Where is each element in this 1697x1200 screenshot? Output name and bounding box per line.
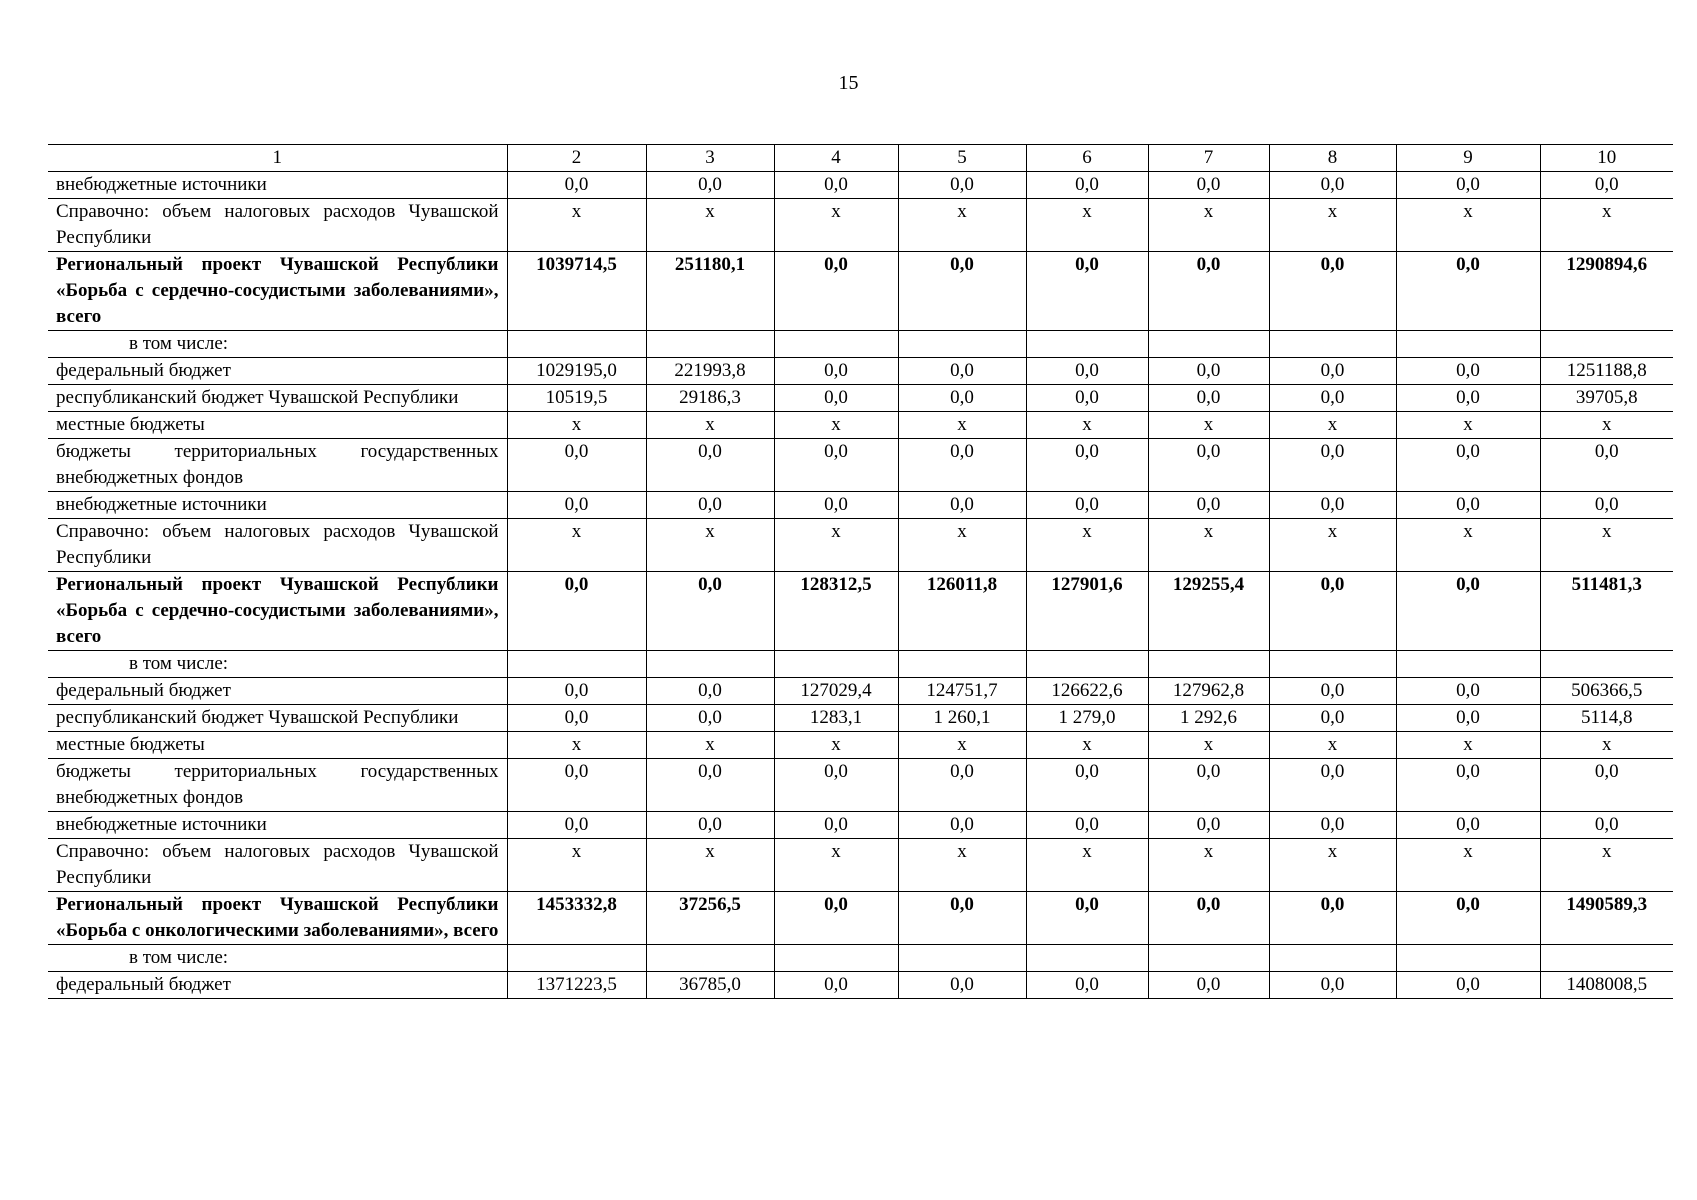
- table-cell: x: [774, 839, 898, 892]
- table-row: [48, 759, 1673, 812]
- column-header: 8: [1269, 145, 1396, 172]
- table-cell: x: [1026, 732, 1148, 759]
- table-cell: 5114,8: [1540, 705, 1673, 732]
- table-cell: [507, 651, 646, 678]
- table-cell: 0,0: [1269, 252, 1396, 331]
- table-cell: 0,0: [1269, 172, 1396, 199]
- table-cell: 0,0: [1396, 759, 1540, 812]
- table-cell: x: [898, 839, 1026, 892]
- table-cell: 126011,8: [898, 572, 1026, 651]
- table-cell: 0,0: [1148, 439, 1269, 492]
- table-cell: 127901,6: [1026, 572, 1148, 651]
- table-cell: 0,0: [1026, 812, 1148, 839]
- row-label: Справочно: объем налоговых расходов Чувашской Республики: [48, 839, 507, 892]
- row-label: местные бюджеты: [48, 412, 507, 439]
- table-cell: x: [1026, 839, 1148, 892]
- table-cell: 221993,8: [646, 358, 774, 385]
- table-cell: 251180,1: [646, 252, 774, 331]
- table-row: [48, 492, 1673, 519]
- table-cell: 0,0: [1148, 892, 1269, 945]
- table-cell: 0,0: [1148, 358, 1269, 385]
- table-cell: [646, 651, 774, 678]
- table-cell: 0,0: [774, 439, 898, 492]
- table-row: [48, 172, 1673, 199]
- table-cell: 0,0: [1396, 492, 1540, 519]
- table-cell: 0,0: [1148, 385, 1269, 412]
- table-cell: 36785,0: [646, 972, 774, 999]
- table-cell: x: [507, 412, 646, 439]
- table-cell: [1148, 331, 1269, 358]
- table-cell: 29186,3: [646, 385, 774, 412]
- table-row: [48, 199, 1673, 252]
- table-cell: x: [1540, 519, 1673, 572]
- table-cell: x: [898, 199, 1026, 252]
- table-cell: [646, 945, 774, 972]
- table-cell: 0,0: [1269, 759, 1396, 812]
- table-cell: 0,0: [1269, 892, 1396, 945]
- column-header: 7: [1148, 145, 1269, 172]
- table-cell: x: [1148, 839, 1269, 892]
- table-cell: x: [1148, 412, 1269, 439]
- table-cell: x: [1026, 412, 1148, 439]
- table-cell: x: [1396, 732, 1540, 759]
- row-label: Справочно: объем налоговых расходов Чувашской Республики: [48, 519, 507, 572]
- table-cell: 0,0: [898, 812, 1026, 839]
- table-cell: 0,0: [1148, 812, 1269, 839]
- table-cell: 0,0: [1148, 492, 1269, 519]
- table-cell: 0,0: [898, 172, 1026, 199]
- table-cell: 0,0: [1148, 252, 1269, 331]
- table-cell: x: [1269, 412, 1396, 439]
- table-cell: [1148, 945, 1269, 972]
- table-row: [48, 519, 1673, 572]
- table-cell: [1540, 331, 1673, 358]
- table-cell: x: [898, 519, 1026, 572]
- table-cell: 10519,5: [507, 385, 646, 412]
- table-header-row: [48, 145, 1673, 172]
- table-row: [48, 945, 1673, 972]
- column-header: 2: [507, 145, 646, 172]
- table-cell: 0,0: [898, 385, 1026, 412]
- table-cell: 0,0: [774, 972, 898, 999]
- row-label: в том числе:: [48, 651, 507, 678]
- table-cell: 0,0: [1026, 972, 1148, 999]
- row-label: внебюджетные источники: [48, 172, 507, 199]
- table-cell: x: [646, 732, 774, 759]
- table-cell: 0,0: [1540, 812, 1673, 839]
- table-cell: 511481,3: [1540, 572, 1673, 651]
- table-cell: 0,0: [1396, 572, 1540, 651]
- table-cell: 0,0: [1269, 385, 1396, 412]
- table-cell: 0,0: [507, 439, 646, 492]
- table-cell: 0,0: [774, 492, 898, 519]
- table-cell: 0,0: [507, 705, 646, 732]
- table-cell: 0,0: [1396, 678, 1540, 705]
- table-cell: 0,0: [1026, 439, 1148, 492]
- table-cell: x: [1269, 839, 1396, 892]
- column-header: 4: [774, 145, 898, 172]
- table-cell: 0,0: [646, 572, 774, 651]
- table-row: [48, 358, 1673, 385]
- table-cell: 0,0: [507, 678, 646, 705]
- row-label: в том числе:: [48, 331, 507, 358]
- table-cell: 0,0: [507, 812, 646, 839]
- table-row: [48, 678, 1673, 705]
- table-cell: 1408008,5: [1540, 972, 1673, 999]
- table-cell: x: [1026, 199, 1148, 252]
- table-cell: [646, 331, 774, 358]
- table-cell: 1290894,6: [1540, 252, 1673, 331]
- row-label: Региональный проект Чувашской Республики «Борьба с онкологическими заболеваниями», всего: [48, 892, 507, 945]
- table-cell: 0,0: [646, 172, 774, 199]
- table-cell: 0,0: [1026, 759, 1148, 812]
- row-label: внебюджетные источники: [48, 812, 507, 839]
- row-label: Справочно: объем налоговых расходов Чувашской Республики: [48, 199, 507, 252]
- column-header: 3: [646, 145, 774, 172]
- table-cell: 126622,6: [1026, 678, 1148, 705]
- table-cell: 0,0: [1269, 358, 1396, 385]
- table-cell: [507, 945, 646, 972]
- table-cell: [898, 331, 1026, 358]
- table-cell: [1540, 651, 1673, 678]
- table-cell: 0,0: [1148, 172, 1269, 199]
- table-cell: x: [646, 199, 774, 252]
- table-cell: 0,0: [646, 492, 774, 519]
- table-cell: x: [1540, 839, 1673, 892]
- table-cell: 1283,1: [774, 705, 898, 732]
- table-cell: 0,0: [1026, 252, 1148, 331]
- table-cell: [898, 651, 1026, 678]
- table-row: [48, 732, 1673, 759]
- table-cell: 129255,4: [1148, 572, 1269, 651]
- table-cell: 37256,5: [646, 892, 774, 945]
- table-cell: 0,0: [1396, 812, 1540, 839]
- table-cell: x: [646, 519, 774, 572]
- table-cell: 0,0: [1396, 252, 1540, 331]
- table-row: [48, 839, 1673, 892]
- table-cell: [1269, 331, 1396, 358]
- table-row: [48, 651, 1673, 678]
- table-cell: x: [898, 732, 1026, 759]
- table-cell: 0,0: [507, 492, 646, 519]
- table-cell: 0,0: [774, 812, 898, 839]
- table-cell: 0,0: [1269, 492, 1396, 519]
- table-row: [48, 439, 1673, 492]
- row-label: республиканский бюджет Чувашской Республики: [48, 705, 507, 732]
- table-cell: 0,0: [1026, 492, 1148, 519]
- column-header: 5: [898, 145, 1026, 172]
- row-label: бюджеты территориальных государственных внебюджетных фондов: [48, 439, 507, 492]
- table-cell: x: [1269, 519, 1396, 572]
- table-cell: 1 292,6: [1148, 705, 1269, 732]
- table-row: [48, 892, 1673, 945]
- row-label: внебюджетные источники: [48, 492, 507, 519]
- table-cell: x: [774, 199, 898, 252]
- table-cell: 0,0: [1269, 812, 1396, 839]
- table-cell: 128312,5: [774, 572, 898, 651]
- page-number: 15: [838, 72, 859, 94]
- table-cell: x: [1148, 199, 1269, 252]
- column-header: 10: [1540, 145, 1673, 172]
- table-cell: 0,0: [774, 385, 898, 412]
- table-cell: [774, 651, 898, 678]
- table-row: [48, 972, 1673, 999]
- table-cell: 0,0: [646, 812, 774, 839]
- table-cell: 1029195,0: [507, 358, 646, 385]
- row-label: Региональный проект Чувашской Республики «Борьба с сердечно-сосудистыми заболеваниями», всего: [48, 252, 507, 331]
- table-cell: 1251188,8: [1540, 358, 1673, 385]
- table-cell: 0,0: [774, 358, 898, 385]
- table-cell: 1453332,8: [507, 892, 646, 945]
- table-cell: 39705,8: [1540, 385, 1673, 412]
- table-cell: x: [646, 839, 774, 892]
- column-header: 1: [48, 145, 507, 172]
- table-cell: x: [774, 732, 898, 759]
- table-cell: x: [1540, 412, 1673, 439]
- table-cell: x: [507, 732, 646, 759]
- table-cell: x: [898, 412, 1026, 439]
- column-header: 6: [1026, 145, 1148, 172]
- table-cell: [1026, 331, 1148, 358]
- table-cell: 0,0: [1396, 892, 1540, 945]
- table-cell: 0,0: [898, 892, 1026, 945]
- table-cell: [1269, 945, 1396, 972]
- table-cell: 0,0: [774, 759, 898, 812]
- row-label: Региональный проект Чувашской Республики «Борьба с сердечно-сосудистыми заболеваниями», всего: [48, 572, 507, 651]
- table-cell: 0,0: [1269, 439, 1396, 492]
- table-cell: 1039714,5: [507, 252, 646, 331]
- table-cell: 0,0: [1269, 678, 1396, 705]
- table-cell: 0,0: [1026, 172, 1148, 199]
- table-cell: x: [1026, 519, 1148, 572]
- table-cell: 0,0: [1540, 172, 1673, 199]
- table-cell: 0,0: [1540, 439, 1673, 492]
- table-cell: 0,0: [774, 892, 898, 945]
- table-cell: 0,0: [898, 972, 1026, 999]
- table-cell: 0,0: [1148, 759, 1269, 812]
- table-cell: 0,0: [774, 252, 898, 331]
- table-cell: 0,0: [898, 439, 1026, 492]
- table-cell: [1148, 651, 1269, 678]
- table-cell: [1026, 651, 1148, 678]
- row-label: федеральный бюджет: [48, 358, 507, 385]
- table-cell: 0,0: [898, 759, 1026, 812]
- table-cell: 0,0: [507, 172, 646, 199]
- table-cell: 0,0: [507, 572, 646, 651]
- table-cell: 0,0: [1269, 705, 1396, 732]
- table-cell: 0,0: [1026, 892, 1148, 945]
- table-cell: [1540, 945, 1673, 972]
- table-cell: 0,0: [1269, 972, 1396, 999]
- table-cell: [1396, 945, 1540, 972]
- row-label: местные бюджеты: [48, 732, 507, 759]
- table-row: [48, 572, 1673, 651]
- table-cell: 0,0: [1396, 172, 1540, 199]
- table-cell: [1026, 945, 1148, 972]
- table-cell: x: [646, 412, 774, 439]
- table-cell: 0,0: [1540, 492, 1673, 519]
- row-label: федеральный бюджет: [48, 972, 507, 999]
- table-row: [48, 812, 1673, 839]
- table-cell: 1490589,3: [1540, 892, 1673, 945]
- row-label: в том числе:: [48, 945, 507, 972]
- table-cell: 0,0: [1540, 759, 1673, 812]
- table-cell: 127962,8: [1148, 678, 1269, 705]
- row-label: федеральный бюджет: [48, 678, 507, 705]
- table-cell: 0,0: [507, 759, 646, 812]
- row-label: республиканский бюджет Чувашской Республики: [48, 385, 507, 412]
- table-cell: x: [774, 519, 898, 572]
- table-cell: x: [1148, 732, 1269, 759]
- table-cell: x: [1396, 519, 1540, 572]
- table-cell: 0,0: [1396, 439, 1540, 492]
- table-body: [48, 172, 1673, 999]
- table-cell: x: [1396, 412, 1540, 439]
- table-cell: 506366,5: [1540, 678, 1673, 705]
- table-cell: x: [507, 839, 646, 892]
- table-cell: 0,0: [1396, 705, 1540, 732]
- row-label: бюджеты территориальных государственных внебюджетных фондов: [48, 759, 507, 812]
- table-cell: 124751,7: [898, 678, 1026, 705]
- table-cell: 0,0: [774, 172, 898, 199]
- table-cell: 0,0: [1026, 385, 1148, 412]
- table-cell: x: [1396, 839, 1540, 892]
- table-cell: x: [1269, 732, 1396, 759]
- table-cell: 0,0: [898, 358, 1026, 385]
- table-cell: [1396, 651, 1540, 678]
- table-row: [48, 252, 1673, 331]
- table-cell: 1 260,1: [898, 705, 1026, 732]
- table-cell: [898, 945, 1026, 972]
- table-cell: 0,0: [1026, 358, 1148, 385]
- column-header: 9: [1396, 145, 1540, 172]
- table-cell: [1269, 651, 1396, 678]
- table-cell: 0,0: [1148, 972, 1269, 999]
- table-cell: x: [1540, 732, 1673, 759]
- table-cell: 127029,4: [774, 678, 898, 705]
- table-cell: x: [507, 199, 646, 252]
- table-cell: 0,0: [1396, 972, 1540, 999]
- table-cell: [774, 331, 898, 358]
- table-cell: 1371223,5: [507, 972, 646, 999]
- table-cell: [774, 945, 898, 972]
- table-cell: 0,0: [898, 252, 1026, 331]
- table-cell: [507, 331, 646, 358]
- table-cell: 1 279,0: [1026, 705, 1148, 732]
- table-cell: 0,0: [1269, 572, 1396, 651]
- table-row: [48, 385, 1673, 412]
- table-cell: 0,0: [898, 492, 1026, 519]
- table-cell: x: [1396, 199, 1540, 252]
- table-cell: x: [507, 519, 646, 572]
- table-cell: 0,0: [646, 439, 774, 492]
- table-cell: 0,0: [646, 759, 774, 812]
- table-row: [48, 705, 1673, 732]
- table-cell: x: [774, 412, 898, 439]
- budget-table: [48, 144, 1673, 999]
- table-cell: 0,0: [646, 678, 774, 705]
- table-cell: x: [1269, 199, 1396, 252]
- table-cell: 0,0: [1396, 385, 1540, 412]
- table-cell: x: [1148, 519, 1269, 572]
- table-cell: 0,0: [646, 705, 774, 732]
- table-row: [48, 331, 1673, 358]
- table-cell: x: [1540, 199, 1673, 252]
- table-cell: 0,0: [1396, 358, 1540, 385]
- table-row: [48, 412, 1673, 439]
- table-cell: [1396, 331, 1540, 358]
